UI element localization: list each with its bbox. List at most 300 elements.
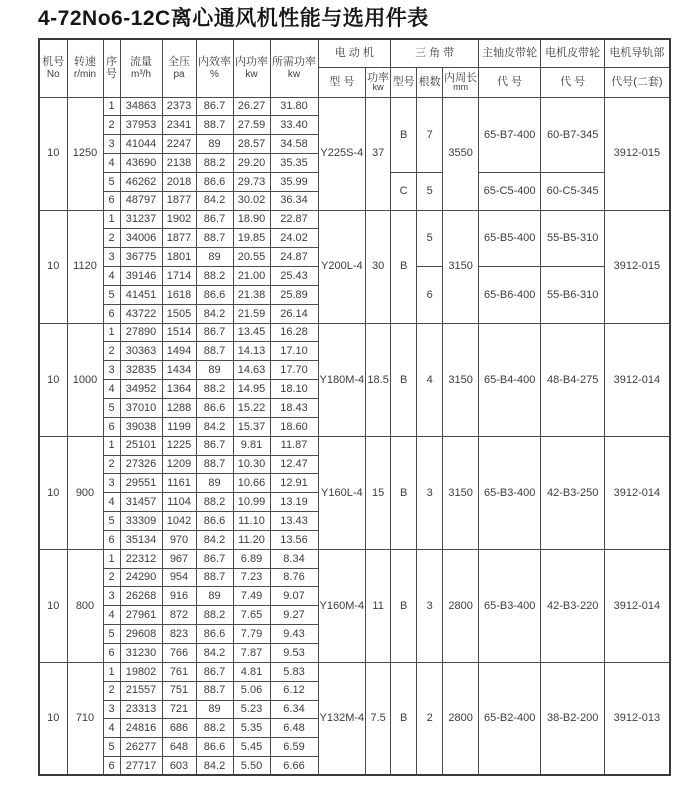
cell-inner-power: 10.99 <box>233 493 270 512</box>
cell-machine-no: 10 <box>39 436 67 549</box>
cell-flow: 27961 <box>120 606 162 625</box>
cell-inner-power: 14.95 <box>233 380 270 399</box>
cell-required-power: 25.43 <box>270 267 318 286</box>
cell-required-power: 11.87 <box>270 436 318 455</box>
cell-required-power: 9.27 <box>270 606 318 625</box>
cell-inner-power: 30.02 <box>233 191 270 210</box>
cell-flow: 39146 <box>120 267 162 286</box>
cell-inner-power: 6.89 <box>233 549 270 568</box>
cell-inner-power: 10.66 <box>233 474 270 493</box>
cell-seq: 1 <box>103 210 120 229</box>
cell-efficiency: 84.2 <box>196 304 233 323</box>
cell-efficiency: 88.7 <box>196 455 233 474</box>
col-header-seq: 序 号 <box>103 39 120 97</box>
cell-motor-pulley-code: 60-B7-345 <box>541 97 605 172</box>
cell-motor-model: Y180M-4 <box>318 323 366 436</box>
cell-speed: 800 <box>67 549 103 662</box>
cell-efficiency: 88.7 <box>196 568 233 587</box>
cell-efficiency: 86.7 <box>196 323 233 342</box>
cell-inner-power: 15.22 <box>233 399 270 418</box>
cell-seq: 4 <box>103 380 120 399</box>
cell-seq: 4 <box>103 606 120 625</box>
cell-motor-pulley-code: 38-B2-200 <box>541 662 605 775</box>
cell-seq: 1 <box>103 323 120 342</box>
cell-efficiency: 86.6 <box>196 399 233 418</box>
col-header-motor-power: 功率 kw <box>366 67 391 97</box>
cell-inner-power: 21.00 <box>233 267 270 286</box>
cell-motor-model: Y225S-4 <box>318 97 366 210</box>
performance-table <box>38 38 671 776</box>
table-row <box>39 323 670 342</box>
cell-efficiency: 86.7 <box>196 436 233 455</box>
cell-pressure: 1288 <box>162 399 196 418</box>
cell-inner-power: 13.45 <box>233 323 270 342</box>
cell-inner-power: 21.59 <box>233 304 270 323</box>
cell-flow: 32835 <box>120 361 162 380</box>
cell-seq: 4 <box>103 154 120 173</box>
cell-required-power: 6.12 <box>270 681 318 700</box>
cell-flow: 41044 <box>120 135 162 154</box>
cell-efficiency: 88.7 <box>196 229 233 248</box>
cell-pressure: 1514 <box>162 323 196 342</box>
cell-required-power: 24.87 <box>270 248 318 267</box>
cell-belt-count: 2 <box>417 662 443 775</box>
cell-flow: 27890 <box>120 323 162 342</box>
table-row <box>39 436 670 455</box>
cell-seq: 2 <box>103 342 120 361</box>
cell-seq: 5 <box>103 399 120 418</box>
cell-efficiency: 88.2 <box>196 493 233 512</box>
cell-required-power: 33.40 <box>270 116 318 135</box>
cell-belt-count: 5 <box>417 172 443 210</box>
cell-efficiency: 84.2 <box>196 191 233 210</box>
cell-pressure: 751 <box>162 681 196 700</box>
cell-required-power: 8.34 <box>270 549 318 568</box>
cell-seq: 5 <box>103 625 120 644</box>
col-header-belt-type: 型号 <box>391 67 417 97</box>
cell-inner-power: 11.10 <box>233 512 270 531</box>
table-row <box>39 97 670 116</box>
cell-speed: 1250 <box>67 97 103 210</box>
cell-efficiency: 88.7 <box>196 681 233 700</box>
cell-seq: 2 <box>103 681 120 700</box>
cell-seq: 6 <box>103 643 120 662</box>
cell-seq: 6 <box>103 191 120 210</box>
cell-seq: 1 <box>103 662 120 681</box>
cell-inner-power: 5.45 <box>233 738 270 757</box>
cell-efficiency: 86.7 <box>196 210 233 229</box>
cell-flow: 30363 <box>120 342 162 361</box>
cell-required-power: 34.58 <box>270 135 318 154</box>
cell-shaft-pulley-code: 65-B3-400 <box>479 549 541 662</box>
cell-seq: 3 <box>103 474 120 493</box>
cell-machine-no: 10 <box>39 549 67 662</box>
cell-required-power: 13.19 <box>270 493 318 512</box>
page-title: 4-72No6-12C离心通风机性能与选用件表 <box>38 7 429 30</box>
col-header-inner-power: 内功率 kw <box>233 39 270 97</box>
col-header-flow: 流量 m³/h <box>120 39 162 97</box>
cell-pressure: 1877 <box>162 191 196 210</box>
cell-required-power: 6.34 <box>270 700 318 719</box>
cell-required-power: 6.48 <box>270 719 318 738</box>
col-group-motor: 电 动 机 <box>318 39 391 67</box>
cell-seq: 3 <box>103 135 120 154</box>
cell-flow: 27717 <box>120 757 162 776</box>
cell-flow: 23313 <box>120 700 162 719</box>
cell-seq: 3 <box>103 700 120 719</box>
cell-shaft-pulley-code: 65-B5-400 <box>479 210 541 267</box>
cell-belt-type: B <box>391 549 417 662</box>
cell-inner-power: 5.23 <box>233 700 270 719</box>
col-group-motor-pulley: 电机皮带轮 <box>541 39 605 67</box>
cell-shaft-pulley-code: 65-B2-400 <box>479 662 541 775</box>
cell-efficiency: 86.6 <box>196 738 233 757</box>
cell-pressure: 1877 <box>162 229 196 248</box>
cell-motor-pulley-code: 60-C5-345 <box>541 172 605 210</box>
cell-required-power: 35.99 <box>270 172 318 191</box>
cell-pressure: 2341 <box>162 116 196 135</box>
cell-motor-power: 15 <box>366 436 391 549</box>
cell-efficiency: 86.6 <box>196 512 233 531</box>
cell-motor-power: 37 <box>366 97 391 210</box>
col-header-motor-model: 型 号 <box>318 67 366 97</box>
cell-efficiency: 86.6 <box>196 285 233 304</box>
col-header-motor-pulley-code: 代 号 <box>541 67 605 97</box>
cell-inner-power: 5.35 <box>233 719 270 738</box>
cell-pressure: 2373 <box>162 97 196 116</box>
cell-shaft-pulley-code: 65-B6-400 <box>479 267 541 324</box>
table-row <box>39 662 670 681</box>
cell-flow: 35134 <box>120 530 162 549</box>
cell-inner-power: 26.27 <box>233 97 270 116</box>
col-group-vbelt: 三 角 带 <box>391 39 479 67</box>
cell-efficiency: 86.7 <box>196 549 233 568</box>
cell-inner-power: 11.20 <box>233 530 270 549</box>
cell-flow: 29608 <box>120 625 162 644</box>
cell-required-power: 12.47 <box>270 455 318 474</box>
cell-efficiency: 88.7 <box>196 116 233 135</box>
cell-required-power: 6.66 <box>270 757 318 776</box>
cell-motor-power: 18.5 <box>366 323 391 436</box>
cell-flow: 25101 <box>120 436 162 455</box>
cell-belt-type: B <box>391 436 417 549</box>
cell-seq: 4 <box>103 719 120 738</box>
cell-shaft-pulley-code: 65-B3-400 <box>479 436 541 549</box>
cell-efficiency: 84.2 <box>196 643 233 662</box>
cell-efficiency: 84.2 <box>196 417 233 436</box>
cell-pressure: 721 <box>162 700 196 719</box>
cell-belt-type: B <box>391 323 417 436</box>
cell-shaft-pulley-code: 65-B4-400 <box>479 323 541 436</box>
cell-seq: 3 <box>103 248 120 267</box>
cell-inner-power: 7.79 <box>233 625 270 644</box>
cell-belt-length: 3150 <box>443 210 479 323</box>
cell-efficiency: 84.2 <box>196 757 233 776</box>
cell-pressure: 1225 <box>162 436 196 455</box>
cell-seq: 5 <box>103 285 120 304</box>
cell-required-power: 16.28 <box>270 323 318 342</box>
cell-rail-code: 3912-013 <box>605 662 670 775</box>
cell-required-power: 24.02 <box>270 229 318 248</box>
cell-motor-model: Y160M-4 <box>318 549 366 662</box>
cell-flow: 24290 <box>120 568 162 587</box>
cell-pressure: 967 <box>162 549 196 568</box>
cell-required-power: 13.56 <box>270 530 318 549</box>
cell-seq: 6 <box>103 417 120 436</box>
cell-belt-length: 3150 <box>443 323 479 436</box>
cell-pressure: 970 <box>162 530 196 549</box>
cell-flow: 41451 <box>120 285 162 304</box>
cell-belt-type: B <box>391 97 417 172</box>
cell-pressure: 1618 <box>162 285 196 304</box>
cell-required-power: 18.10 <box>270 380 318 399</box>
cell-seq: 3 <box>103 587 120 606</box>
cell-flow: 34863 <box>120 97 162 116</box>
cell-pressure: 1042 <box>162 512 196 531</box>
cell-required-power: 26.14 <box>270 304 318 323</box>
cell-rail-code: 3912-014 <box>605 323 670 436</box>
cell-flow: 37953 <box>120 116 162 135</box>
table-body <box>39 97 670 775</box>
cell-efficiency: 88.7 <box>196 342 233 361</box>
cell-motor-pulley-code: 55-B5-310 <box>541 210 605 267</box>
cell-inner-power: 7.65 <box>233 606 270 625</box>
cell-rail-code: 3912-014 <box>605 436 670 549</box>
cell-pressure: 1209 <box>162 455 196 474</box>
cell-belt-count: 6 <box>417 267 443 324</box>
cell-motor-power: 30 <box>366 210 391 323</box>
cell-pressure: 2018 <box>162 172 196 191</box>
cell-motor-power: 11 <box>366 549 391 662</box>
cell-required-power: 9.43 <box>270 625 318 644</box>
cell-efficiency: 86.6 <box>196 172 233 191</box>
cell-inner-power: 18.90 <box>233 210 270 229</box>
cell-belt-length: 2800 <box>443 662 479 775</box>
cell-flow: 46262 <box>120 172 162 191</box>
cell-pressure: 1714 <box>162 267 196 286</box>
cell-pressure: 761 <box>162 662 196 681</box>
cell-required-power: 17.70 <box>270 361 318 380</box>
cell-motor-pulley-code: 42-B3-220 <box>541 549 605 662</box>
cell-required-power: 18.43 <box>270 399 318 418</box>
cell-shaft-pulley-code: 65-B7-400 <box>479 97 541 172</box>
cell-belt-type: B <box>391 662 417 775</box>
cell-flow: 33309 <box>120 512 162 531</box>
cell-inner-power: 7.23 <box>233 568 270 587</box>
cell-flow: 43690 <box>120 154 162 173</box>
col-header-belt-count: 根数 <box>417 67 443 97</box>
cell-seq: 2 <box>103 229 120 248</box>
cell-seq: 2 <box>103 568 120 587</box>
cell-required-power: 9.53 <box>270 643 318 662</box>
table-row <box>39 210 670 229</box>
cell-flow: 31237 <box>120 210 162 229</box>
cell-seq: 1 <box>103 436 120 455</box>
cell-pressure: 1801 <box>162 248 196 267</box>
col-header-efficiency: 内效率 % <box>196 39 233 97</box>
cell-pressure: 872 <box>162 606 196 625</box>
col-header-speed: 转速 r/min <box>67 39 103 97</box>
cell-seq: 3 <box>103 361 120 380</box>
cell-efficiency: 88.2 <box>196 719 233 738</box>
cell-required-power: 13.43 <box>270 512 318 531</box>
cell-required-power: 17.10 <box>270 342 318 361</box>
cell-speed: 900 <box>67 436 103 549</box>
cell-flow: 36775 <box>120 248 162 267</box>
cell-rail-code: 3912-015 <box>605 97 670 210</box>
cell-efficiency: 86.7 <box>196 97 233 116</box>
cell-efficiency: 89 <box>196 474 233 493</box>
table-row <box>39 549 670 568</box>
cell-efficiency: 89 <box>196 361 233 380</box>
cell-pressure: 1902 <box>162 210 196 229</box>
cell-pressure: 954 <box>162 568 196 587</box>
cell-inner-power: 28.57 <box>233 135 270 154</box>
col-header-belt-length: 内周长 mm <box>443 67 479 97</box>
col-header-shaft-pulley-code: 代 号 <box>479 67 541 97</box>
cell-belt-count: 4 <box>417 323 443 436</box>
cell-pressure: 1494 <box>162 342 196 361</box>
cell-efficiency: 86.7 <box>196 662 233 681</box>
cell-inner-power: 14.63 <box>233 361 270 380</box>
cell-seq: 4 <box>103 493 120 512</box>
cell-flow: 29551 <box>120 474 162 493</box>
cell-machine-no: 10 <box>39 97 67 210</box>
cell-pressure: 823 <box>162 625 196 644</box>
cell-inner-power: 7.49 <box>233 587 270 606</box>
cell-required-power: 25.89 <box>270 285 318 304</box>
cell-motor-pulley-code: 42-B3-250 <box>541 436 605 549</box>
cell-speed: 1000 <box>67 323 103 436</box>
cell-motor-pulley-code: 48-B4-275 <box>541 323 605 436</box>
cell-required-power: 31.80 <box>270 97 318 116</box>
cell-efficiency: 88.2 <box>196 154 233 173</box>
cell-seq: 6 <box>103 530 120 549</box>
cell-motor-model: Y132M-4 <box>318 662 366 775</box>
col-group-shaft-pulley: 主轴皮带轮 <box>479 39 541 67</box>
cell-inner-power: 29.73 <box>233 172 270 191</box>
col-header-machine-no: 机号 No <box>39 39 67 97</box>
cell-pressure: 1364 <box>162 380 196 399</box>
cell-rail-code: 3912-014 <box>605 549 670 662</box>
cell-efficiency: 88.2 <box>196 380 233 399</box>
cell-efficiency: 89 <box>196 700 233 719</box>
cell-seq: 1 <box>103 549 120 568</box>
cell-flow: 31230 <box>120 643 162 662</box>
cell-flow: 31457 <box>120 493 162 512</box>
cell-seq: 5 <box>103 738 120 757</box>
cell-efficiency: 89 <box>196 135 233 154</box>
cell-motor-pulley-code: 55-B6-310 <box>541 267 605 324</box>
cell-flow: 34006 <box>120 229 162 248</box>
cell-required-power: 35.35 <box>270 154 318 173</box>
cell-belt-length: 2800 <box>443 549 479 662</box>
cell-flow: 26277 <box>120 738 162 757</box>
cell-flow: 34952 <box>120 380 162 399</box>
cell-belt-count: 7 <box>417 97 443 172</box>
cell-motor-model: Y160L-4 <box>318 436 366 549</box>
cell-efficiency: 84.2 <box>196 530 233 549</box>
cell-seq: 2 <box>103 455 120 474</box>
col-header-pressure: 全压 pa <box>162 39 196 97</box>
cell-belt-length: 3550 <box>443 97 479 210</box>
cell-belt-type: B <box>391 210 417 323</box>
cell-speed: 1120 <box>67 210 103 323</box>
cell-motor-power: 7.5 <box>366 662 391 775</box>
cell-required-power: 9.07 <box>270 587 318 606</box>
col-header-required-power: 所需功率 kw <box>270 39 318 97</box>
cell-inner-power: 4.81 <box>233 662 270 681</box>
cell-pressure: 1161 <box>162 474 196 493</box>
cell-pressure: 648 <box>162 738 196 757</box>
cell-machine-no: 10 <box>39 662 67 775</box>
cell-pressure: 1505 <box>162 304 196 323</box>
cell-belt-count: 3 <box>417 436 443 549</box>
cell-motor-model: Y200L-4 <box>318 210 366 323</box>
cell-belt-type: C <box>391 172 417 210</box>
cell-required-power: 22.87 <box>270 210 318 229</box>
cell-inner-power: 27.59 <box>233 116 270 135</box>
cell-pressure: 603 <box>162 757 196 776</box>
cell-inner-power: 19.85 <box>233 229 270 248</box>
cell-flow: 19802 <box>120 662 162 681</box>
cell-required-power: 8.76 <box>270 568 318 587</box>
cell-seq: 5 <box>103 512 120 531</box>
col-group-motor-rail: 电机导轨部 <box>605 39 670 67</box>
cell-flow: 43722 <box>120 304 162 323</box>
cell-pressure: 916 <box>162 587 196 606</box>
cell-belt-length: 3150 <box>443 436 479 549</box>
cell-efficiency: 88.2 <box>196 606 233 625</box>
cell-inner-power: 15.37 <box>233 417 270 436</box>
cell-inner-power: 5.50 <box>233 757 270 776</box>
cell-flow: 24816 <box>120 719 162 738</box>
cell-seq: 6 <box>103 757 120 776</box>
cell-inner-power: 10.30 <box>233 455 270 474</box>
cell-speed: 710 <box>67 662 103 775</box>
cell-flow: 48797 <box>120 191 162 210</box>
cell-efficiency: 86.6 <box>196 625 233 644</box>
cell-pressure: 766 <box>162 643 196 662</box>
cell-efficiency: 89 <box>196 587 233 606</box>
cell-belt-count: 5 <box>417 210 443 267</box>
cell-required-power: 5.83 <box>270 662 318 681</box>
cell-flow: 39038 <box>120 417 162 436</box>
cell-inner-power: 20.55 <box>233 248 270 267</box>
cell-efficiency: 89 <box>196 248 233 267</box>
cell-required-power: 18.60 <box>270 417 318 436</box>
cell-seq: 4 <box>103 267 120 286</box>
cell-flow: 26268 <box>120 587 162 606</box>
cell-flow: 27326 <box>120 455 162 474</box>
cell-pressure: 1434 <box>162 361 196 380</box>
cell-required-power: 12.91 <box>270 474 318 493</box>
cell-flow: 22312 <box>120 549 162 568</box>
cell-inner-power: 7.87 <box>233 643 270 662</box>
cell-efficiency: 88.2 <box>196 267 233 286</box>
cell-inner-power: 29.20 <box>233 154 270 173</box>
cell-belt-count: 3 <box>417 549 443 662</box>
cell-inner-power: 21.38 <box>233 285 270 304</box>
cell-required-power: 36.34 <box>270 191 318 210</box>
cell-inner-power: 5.06 <box>233 681 270 700</box>
cell-required-power: 6.59 <box>270 738 318 757</box>
cell-flow: 21557 <box>120 681 162 700</box>
cell-flow: 37010 <box>120 399 162 418</box>
cell-pressure: 2138 <box>162 154 196 173</box>
cell-rail-code: 3912-015 <box>605 210 670 323</box>
cell-pressure: 2247 <box>162 135 196 154</box>
